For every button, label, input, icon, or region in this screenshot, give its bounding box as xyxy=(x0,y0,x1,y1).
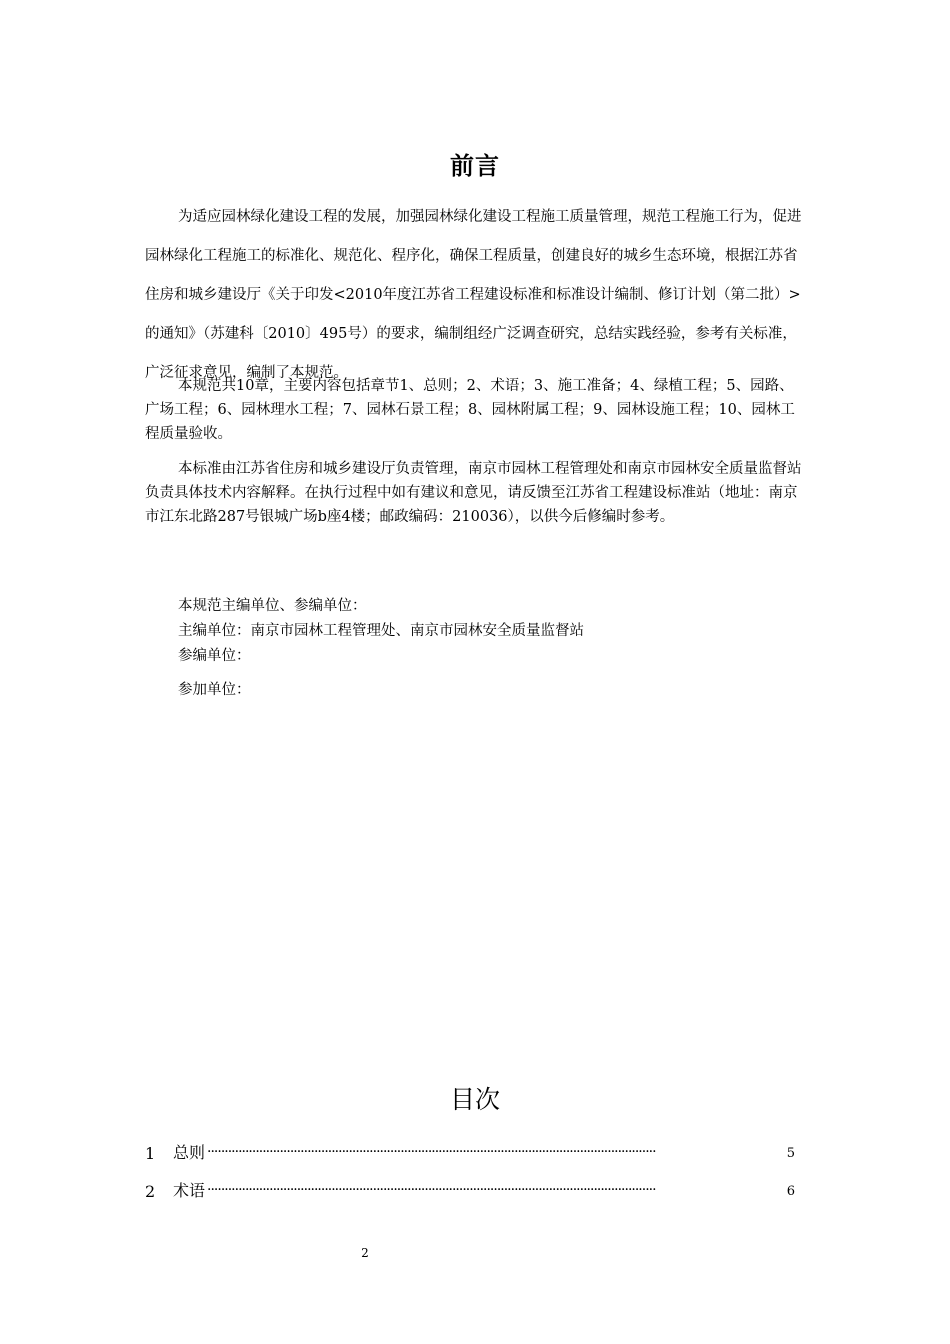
toc-dot-leader: ·································································································································· xyxy=(207,1144,656,1160)
preface-paragraph-1: 为适应园林绿化建设工程的发展，加强园林绿化建设工程施工质量管理，规范工程施工行为，促进园林绿化工程施工的标准化、规范化、程序化，确保工程质量，创建良好的城乡生态环境，根据江苏省住房和城乡建设厅《关于印发<2010年度江苏省工程建设标准和标准设计编制、修订计划（第二批）>的通知》（苏建科〔2010〕495号）的要求，编制组经广泛调查研究，总结实践经验，参考有关标准，广泛征求意见，编制了本规范。 xyxy=(145,209,802,381)
toc-entry-label: 总则 xyxy=(173,1143,206,1162)
toc-entry-number: 2 xyxy=(145,1182,156,1201)
preface-paragraph-2: 本规范共10章，主要内容包括章节1、总则；2、术语；3、施工准备；4、绿植工程；5、园路、广场工程；6、园林理水工程；7、园林石景工程；8、园林附属工程；9、园林设施工程；10、园林工程质量验收。 xyxy=(145,378,795,442)
preface-paragraph-3: 本标准由江苏省住房和城乡建设厅负责管理，南京市园林工程管理处和南京市园林安全质量监督站负责具体技术内容解释。在执行过程中如有建议和意见，请反馈至江苏省工程建设标准站（地址：南京市江东北路287号银城广场b座4楼；邮政编码：210036），以供今后修编时参考。 xyxy=(145,461,802,525)
toc-dot-leader: ·································································································································· xyxy=(207,1182,656,1198)
toc-entry-number: 1 xyxy=(145,1144,156,1163)
participating-units: 参编单位： xyxy=(178,648,251,664)
units-heading: 本规范主编单位、参编单位： xyxy=(178,598,367,614)
toc-entry[interactable] xyxy=(145,1137,795,1163)
toc-entry[interactable] xyxy=(145,1175,795,1201)
chief-units: 主编单位：南京市园林工程管理处、南京市园林安全质量监督站 xyxy=(178,623,584,639)
toc-title: 目次 xyxy=(449,1085,500,1114)
toc-entry-page: 6 xyxy=(786,1184,795,1199)
page-number: 2 xyxy=(361,1246,369,1260)
preface-title: 前言 xyxy=(450,152,500,180)
joined-units: 参加单位： xyxy=(178,682,251,698)
toc-entry-page: 5 xyxy=(786,1146,795,1161)
toc-entry-label: 术语 xyxy=(173,1181,206,1200)
